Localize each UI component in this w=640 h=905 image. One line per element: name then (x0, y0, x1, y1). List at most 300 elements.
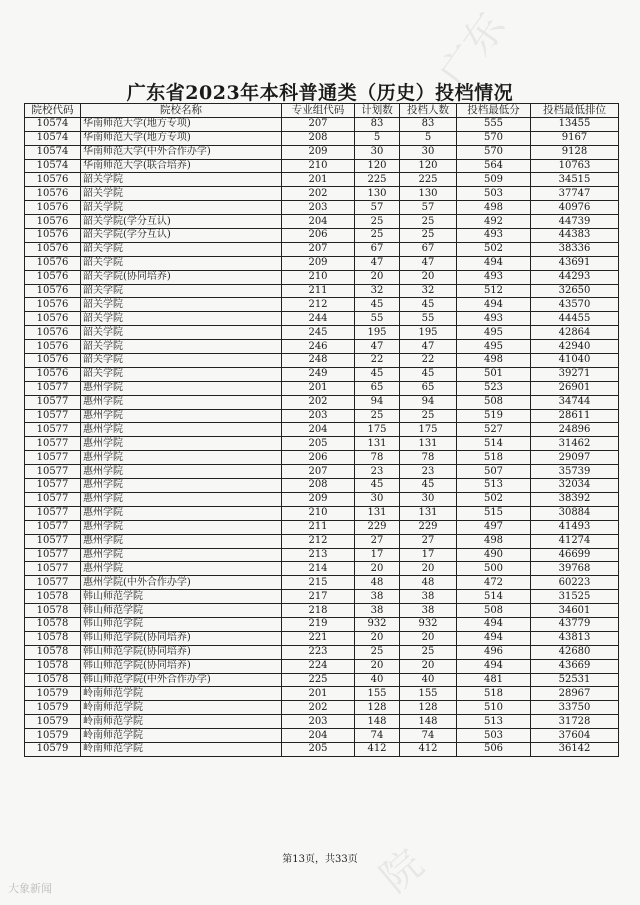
school-name-cell: 韶关学院 (81, 201, 282, 215)
plan-count-cell: 30 (355, 145, 400, 159)
table-row (25, 520, 619, 534)
school-name-cell: 韩山师范学院(中外合作办学) (81, 673, 282, 687)
school-name-cell: 华南师范大学(中外合作办学) (81, 145, 282, 159)
admitted-count-cell: 38 (400, 604, 457, 618)
school-code-cell: 10577 (25, 534, 81, 548)
table-row (25, 340, 619, 354)
min-rank-cell: 43779 (531, 617, 619, 631)
school-name-cell: 惠州学院 (81, 479, 282, 493)
min-score-cell: 514 (457, 437, 531, 451)
school-code-cell: 10576 (25, 201, 81, 215)
group-code-cell: 210 (282, 159, 355, 173)
group-code-cell: 201 (282, 173, 355, 187)
page-footer: 第13页，共33页 (282, 854, 358, 865)
school-name-cell: 惠州学院 (81, 492, 282, 506)
school-code-cell: 10577 (25, 562, 81, 576)
school-name-cell: 韶关学院(协同培养) (81, 270, 282, 284)
admitted-count-cell: 67 (400, 242, 457, 256)
admitted-count-cell: 48 (400, 576, 457, 590)
school-name-cell: 韶关学院 (81, 367, 282, 381)
min-rank-cell: 52531 (531, 673, 619, 687)
school-code-cell: 10578 (25, 604, 81, 618)
group-code-cell: 215 (282, 576, 355, 590)
admitted-count-cell: 932 (400, 617, 457, 631)
group-code-cell: 211 (282, 284, 355, 298)
table-row (25, 590, 619, 604)
school-code-cell: 10579 (25, 742, 81, 756)
plan-count-cell: 932 (355, 617, 400, 631)
school-code-cell: 10577 (25, 451, 81, 465)
school-name-cell: 韶关学院 (81, 173, 282, 187)
school-name-cell: 岭南师范学院 (81, 715, 282, 729)
school-code-cell: 10576 (25, 173, 81, 187)
column-header: 院校代码 (25, 104, 81, 118)
school-name-cell: 惠州学院 (81, 520, 282, 534)
min-score-cell: 494 (457, 659, 531, 673)
plan-count-cell: 225 (355, 173, 400, 187)
min-score-cell: 500 (457, 562, 531, 576)
group-code-cell: 204 (282, 215, 355, 229)
min-rank-cell: 44455 (531, 312, 619, 326)
table-row (25, 145, 619, 159)
admitted-count-cell: 83 (400, 117, 457, 131)
school-name-cell: 惠州学院 (81, 534, 282, 548)
min-rank-cell: 43570 (531, 298, 619, 312)
school-code-cell: 10577 (25, 492, 81, 506)
group-code-cell: 245 (282, 326, 355, 340)
column-header: 计划数 (355, 104, 400, 118)
group-code-cell: 248 (282, 354, 355, 368)
admitted-count-cell: 22 (400, 354, 457, 368)
min-rank-cell: 42864 (531, 326, 619, 340)
table-row (25, 381, 619, 395)
min-score-cell: 494 (457, 617, 531, 631)
min-rank-cell: 26901 (531, 381, 619, 395)
table-row (25, 117, 619, 131)
plan-count-cell: 128 (355, 701, 400, 715)
group-code-cell: 205 (282, 437, 355, 451)
group-code-cell: 209 (282, 492, 355, 506)
school-name-cell: 惠州学院 (81, 423, 282, 437)
min-rank-cell: 60223 (531, 576, 619, 590)
column-header: 投档最低分 (457, 104, 531, 118)
table-row (25, 659, 619, 673)
group-code-cell: 225 (282, 673, 355, 687)
plan-count-cell: 412 (355, 742, 400, 756)
group-code-cell: 207 (282, 117, 355, 131)
min-score-cell: 509 (457, 173, 531, 187)
table-row (25, 715, 619, 729)
min-score-cell: 512 (457, 284, 531, 298)
table-row (25, 534, 619, 548)
column-header: 院校名称 (81, 104, 282, 118)
min-score-cell: 510 (457, 701, 531, 715)
admitted-count-cell: 128 (400, 701, 457, 715)
plan-count-cell: 5 (355, 131, 400, 145)
group-code-cell: 205 (282, 742, 355, 756)
min-score-cell: 527 (457, 423, 531, 437)
min-score-cell: 513 (457, 479, 531, 493)
min-score-cell: 495 (457, 340, 531, 354)
admitted-count-cell: 47 (400, 256, 457, 270)
admitted-count-cell: 20 (400, 631, 457, 645)
school-name-cell: 韶关学院 (81, 354, 282, 368)
table-row (25, 506, 619, 520)
min-score-cell: 519 (457, 409, 531, 423)
table-row (25, 437, 619, 451)
min-score-cell: 498 (457, 354, 531, 368)
plan-count-cell: 45 (355, 298, 400, 312)
group-code-cell: 206 (282, 229, 355, 243)
group-code-cell: 224 (282, 659, 355, 673)
group-code-cell: 203 (282, 201, 355, 215)
school-code-cell: 10576 (25, 298, 81, 312)
admitted-count-cell: 225 (400, 173, 457, 187)
min-score-cell: 570 (457, 145, 531, 159)
plan-count-cell: 131 (355, 506, 400, 520)
table-row (25, 215, 619, 229)
plan-count-cell: 57 (355, 201, 400, 215)
min-rank-cell: 44293 (531, 270, 619, 284)
school-code-cell: 10578 (25, 617, 81, 631)
min-score-cell: 498 (457, 534, 531, 548)
plan-count-cell: 38 (355, 604, 400, 618)
admitted-count-cell: 45 (400, 367, 457, 381)
school-name-cell: 韩山师范学院 (81, 590, 282, 604)
group-code-cell: 208 (282, 479, 355, 493)
school-name-cell: 华南师范大学(联合培养) (81, 159, 282, 173)
school-name-cell: 惠州学院 (81, 562, 282, 576)
table-row (25, 604, 619, 618)
min-score-cell: 513 (457, 715, 531, 729)
table-row (25, 465, 619, 479)
school-code-cell: 10577 (25, 409, 81, 423)
admitted-count-cell: 25 (400, 215, 457, 229)
group-code-cell: 206 (282, 451, 355, 465)
plan-count-cell: 229 (355, 520, 400, 534)
plan-count-cell: 175 (355, 423, 400, 437)
table-row (25, 159, 619, 173)
min-score-cell: 501 (457, 367, 531, 381)
column-header: 投档最低排位 (531, 104, 619, 118)
group-code-cell: 210 (282, 506, 355, 520)
min-score-cell: 570 (457, 131, 531, 145)
admitted-count-cell: 23 (400, 465, 457, 479)
plan-count-cell: 65 (355, 381, 400, 395)
table-row (25, 729, 619, 743)
school-name-cell: 韶关学院 (81, 256, 282, 270)
school-name-cell: 惠州学院 (81, 465, 282, 479)
group-code-cell: 204 (282, 729, 355, 743)
min-rank-cell: 24896 (531, 423, 619, 437)
admitted-count-cell: 5 (400, 131, 457, 145)
min-rank-cell: 39768 (531, 562, 619, 576)
admitted-count-cell: 20 (400, 562, 457, 576)
school-code-cell: 10576 (25, 284, 81, 298)
min-score-cell: 518 (457, 687, 531, 701)
school-code-cell: 10576 (25, 256, 81, 270)
plan-count-cell: 120 (355, 159, 400, 173)
table-row (25, 298, 619, 312)
table-row (25, 576, 619, 590)
min-score-cell: 518 (457, 451, 531, 465)
admitted-count-cell: 74 (400, 729, 457, 743)
group-code-cell: 201 (282, 381, 355, 395)
school-name-cell: 惠州学院 (81, 409, 282, 423)
min-score-cell: 472 (457, 576, 531, 590)
table-row (25, 256, 619, 270)
admitted-count-cell: 25 (400, 409, 457, 423)
min-rank-cell: 31462 (531, 437, 619, 451)
plan-count-cell: 74 (355, 729, 400, 743)
school-code-cell: 10578 (25, 645, 81, 659)
plan-count-cell: 25 (355, 409, 400, 423)
group-code-cell: 202 (282, 395, 355, 409)
school-code-cell: 10577 (25, 465, 81, 479)
min-rank-cell: 44383 (531, 229, 619, 243)
min-rank-cell: 38392 (531, 492, 619, 506)
group-code-cell: 210 (282, 270, 355, 284)
min-score-cell: 497 (457, 520, 531, 534)
school-code-cell: 10577 (25, 506, 81, 520)
school-name-cell: 韶关学院 (81, 298, 282, 312)
plan-count-cell: 67 (355, 242, 400, 256)
group-code-cell: 212 (282, 298, 355, 312)
min-score-cell: 508 (457, 604, 531, 618)
plan-count-cell: 45 (355, 479, 400, 493)
min-score-cell: 506 (457, 742, 531, 756)
group-code-cell: 201 (282, 687, 355, 701)
min-rank-cell: 43691 (531, 256, 619, 270)
min-rank-cell: 46699 (531, 548, 619, 562)
table-row (25, 367, 619, 381)
group-code-cell: 249 (282, 367, 355, 381)
school-code-cell: 10577 (25, 479, 81, 493)
min-score-cell: 492 (457, 215, 531, 229)
school-name-cell: 惠州学院 (81, 506, 282, 520)
school-name-cell: 韶关学院 (81, 187, 282, 201)
table-row (25, 131, 619, 145)
school-name-cell: 韩山师范学院(协同培养) (81, 645, 282, 659)
table-body (25, 117, 619, 756)
group-code-cell: 207 (282, 242, 355, 256)
min-score-cell: 493 (457, 270, 531, 284)
school-code-cell: 10576 (25, 367, 81, 381)
school-code-cell: 10576 (25, 270, 81, 284)
admitted-count-cell: 175 (400, 423, 457, 437)
min-score-cell: 502 (457, 492, 531, 506)
school-code-cell: 10574 (25, 145, 81, 159)
admitted-count-cell: 195 (400, 326, 457, 340)
school-code-cell: 10577 (25, 576, 81, 590)
school-code-cell: 10577 (25, 548, 81, 562)
min-rank-cell: 40976 (531, 201, 619, 215)
table-row (25, 548, 619, 562)
school-name-cell: 惠州学院 (81, 395, 282, 409)
school-code-cell: 10574 (25, 117, 81, 131)
min-rank-cell: 9128 (531, 145, 619, 159)
min-rank-cell: 36142 (531, 742, 619, 756)
page-title: 广东省2023年本科普通类（历史）投档情况 (126, 82, 514, 104)
admitted-count-cell: 120 (400, 159, 457, 173)
school-name-cell: 韩山师范学院(协同培养) (81, 659, 282, 673)
school-name-cell: 惠州学院 (81, 451, 282, 465)
school-name-cell: 韩山师范学院 (81, 604, 282, 618)
school-code-cell: 10576 (25, 326, 81, 340)
min-score-cell: 493 (457, 229, 531, 243)
min-score-cell: 503 (457, 729, 531, 743)
school-code-cell: 10579 (25, 701, 81, 715)
plan-count-cell: 195 (355, 326, 400, 340)
school-code-cell: 10574 (25, 131, 81, 145)
group-code-cell: 203 (282, 715, 355, 729)
column-header: 投档人数 (400, 104, 457, 118)
min-score-cell: 507 (457, 465, 531, 479)
admitted-count-cell: 30 (400, 145, 457, 159)
min-score-cell: 555 (457, 117, 531, 131)
admitted-count-cell: 131 (400, 437, 457, 451)
admitted-count-cell: 65 (400, 381, 457, 395)
min-score-cell: 502 (457, 242, 531, 256)
plan-count-cell: 23 (355, 465, 400, 479)
plan-count-cell: 20 (355, 659, 400, 673)
table-row (25, 701, 619, 715)
min-rank-cell: 41274 (531, 534, 619, 548)
admissions-table (24, 103, 619, 757)
min-score-cell: 508 (457, 395, 531, 409)
min-rank-cell: 32650 (531, 284, 619, 298)
admitted-count-cell: 155 (400, 687, 457, 701)
background-watermark-stamp: 院 (372, 840, 433, 902)
school-code-cell: 10579 (25, 729, 81, 743)
table-row (25, 631, 619, 645)
table-row (25, 617, 619, 631)
school-name-cell: 惠州学院 (81, 548, 282, 562)
admitted-count-cell: 78 (400, 451, 457, 465)
admitted-count-cell: 412 (400, 742, 457, 756)
school-code-cell: 10576 (25, 242, 81, 256)
min-rank-cell: 38336 (531, 242, 619, 256)
table-row (25, 354, 619, 368)
school-name-cell: 韶关学院(学分互认) (81, 215, 282, 229)
background-watermark-stamp: 广东 (431, 4, 515, 97)
plan-count-cell: 48 (355, 576, 400, 590)
admitted-count-cell: 45 (400, 479, 457, 493)
school-code-cell: 10576 (25, 340, 81, 354)
group-code-cell: 221 (282, 631, 355, 645)
admitted-count-cell: 30 (400, 492, 457, 506)
plan-count-cell: 20 (355, 270, 400, 284)
min-rank-cell: 10763 (531, 159, 619, 173)
school-name-cell: 华南师范大学(地方专项) (81, 131, 282, 145)
min-rank-cell: 37604 (531, 729, 619, 743)
school-code-cell: 10577 (25, 437, 81, 451)
school-name-cell: 岭南师范学院 (81, 742, 282, 756)
school-name-cell: 惠州学院 (81, 381, 282, 395)
min-score-cell: 494 (457, 298, 531, 312)
group-code-cell: 217 (282, 590, 355, 604)
school-name-cell: 惠州学院 (81, 437, 282, 451)
min-rank-cell: 42940 (531, 340, 619, 354)
group-code-cell: 209 (282, 256, 355, 270)
min-rank-cell: 42680 (531, 645, 619, 659)
plan-count-cell: 55 (355, 312, 400, 326)
table-row (25, 492, 619, 506)
school-name-cell: 华南师范大学(地方专项) (81, 117, 282, 131)
school-name-cell: 惠州学院(中外合作办学) (81, 576, 282, 590)
watermark-logo: 大象新闻 (8, 882, 52, 895)
group-code-cell: 211 (282, 520, 355, 534)
table-row (25, 312, 619, 326)
min-score-cell: 495 (457, 326, 531, 340)
school-code-cell: 10578 (25, 631, 81, 645)
min-score-cell: 481 (457, 673, 531, 687)
school-code-cell: 10577 (25, 395, 81, 409)
plan-count-cell: 47 (355, 340, 400, 354)
group-code-cell: 223 (282, 645, 355, 659)
school-code-cell: 10577 (25, 520, 81, 534)
table-row (25, 687, 619, 701)
admitted-count-cell: 32 (400, 284, 457, 298)
table-row (25, 645, 619, 659)
plan-count-cell: 30 (355, 492, 400, 506)
min-score-cell: 493 (457, 312, 531, 326)
min-rank-cell: 13455 (531, 117, 619, 131)
school-code-cell: 10579 (25, 687, 81, 701)
min-rank-cell: 34515 (531, 173, 619, 187)
school-code-cell: 10578 (25, 673, 81, 687)
min-rank-cell: 44739 (531, 215, 619, 229)
plan-count-cell: 25 (355, 215, 400, 229)
plan-count-cell: 25 (355, 229, 400, 243)
school-code-cell: 10577 (25, 381, 81, 395)
table-row (25, 242, 619, 256)
plan-count-cell: 155 (355, 687, 400, 701)
plan-count-cell: 78 (355, 451, 400, 465)
admitted-count-cell: 131 (400, 506, 457, 520)
table-row (25, 187, 619, 201)
min-rank-cell: 43669 (531, 659, 619, 673)
school-code-cell: 10574 (25, 159, 81, 173)
group-code-cell: 218 (282, 604, 355, 618)
plan-count-cell: 94 (355, 395, 400, 409)
admitted-count-cell: 94 (400, 395, 457, 409)
group-code-cell: 208 (282, 131, 355, 145)
min-score-cell: 515 (457, 506, 531, 520)
plan-count-cell: 130 (355, 187, 400, 201)
school-name-cell: 韶关学院 (81, 242, 282, 256)
min-score-cell: 490 (457, 548, 531, 562)
table-row (25, 409, 619, 423)
table-row (25, 284, 619, 298)
admitted-count-cell: 57 (400, 201, 457, 215)
min-rank-cell: 34744 (531, 395, 619, 409)
plan-count-cell: 20 (355, 562, 400, 576)
min-score-cell: 503 (457, 187, 531, 201)
admitted-count-cell: 229 (400, 520, 457, 534)
plan-count-cell: 27 (355, 534, 400, 548)
plan-count-cell: 40 (355, 673, 400, 687)
table-row (25, 229, 619, 243)
group-code-cell: 207 (282, 465, 355, 479)
school-code-cell: 10576 (25, 229, 81, 243)
school-name-cell: 韶关学院 (81, 312, 282, 326)
group-code-cell: 214 (282, 562, 355, 576)
admitted-count-cell: 130 (400, 187, 457, 201)
plan-count-cell: 45 (355, 367, 400, 381)
table-row (25, 479, 619, 493)
min-rank-cell: 29097 (531, 451, 619, 465)
